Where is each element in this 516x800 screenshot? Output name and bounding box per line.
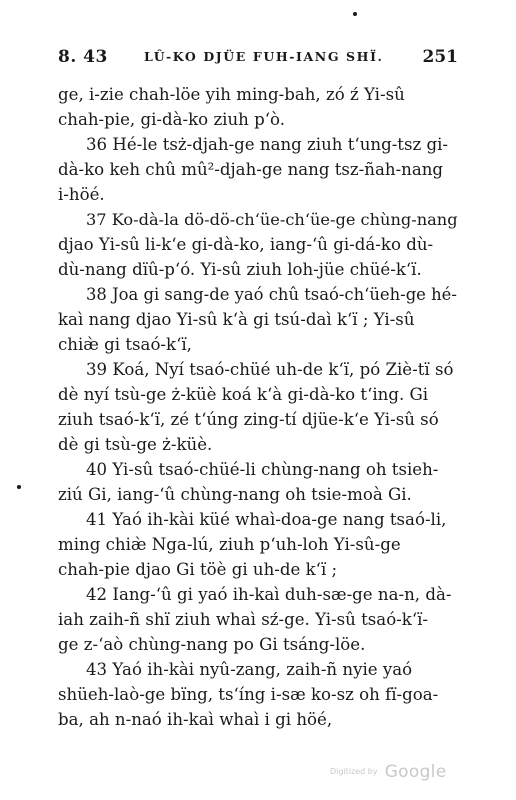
verse-line-start: 38 Joa gi sang-de yaó chû tsaó-ch‘üeh-ge hé- <box>86 285 457 304</box>
text-line: ba, ah n-naó ih-kaì whaì i gi höé, <box>58 710 333 729</box>
text-line: i-höé. <box>58 185 105 204</box>
verse-line-start: 41 Yaó ih-kài küé whaì-doa-ge nang tsaó-li, <box>86 510 447 529</box>
digitized-watermark <box>330 762 446 784</box>
chapter-verse-ref: 8. 43 <box>58 47 108 67</box>
text-line: shüeh-laò-ge bïng, ts‘íng i-sæ ko-sz oh fï-goa- <box>58 685 439 704</box>
running-title: LÛ-KO DJÜE FUH-IANG SHÏ. <box>144 49 384 64</box>
verse-line-start: 42 Iang-‘û gi yaó ih-kaì duh-sæ-ge na-n, dà- <box>86 585 452 604</box>
watermark-prefix: Digitized by <box>330 767 378 776</box>
ink-speck <box>17 485 21 489</box>
text-line: ming chiæ̀ Nga-lú, ziuh p‘uh-loh Yi-sû-ge <box>58 535 401 554</box>
text-line: ziú Gi, iang-‘û chùng-nang oh tsie-moà Gi. <box>58 485 412 504</box>
text-line: ge, i-zie chah-löe yih ming-bah, zó ź Yi-sû <box>58 85 405 104</box>
text-line: chah-pie, gi-dà-ko ziuh p‘ò. <box>58 110 286 129</box>
text-line: dè nyí tsù-ge ż-küè koá k‘à gi-dà-ko t‘ing. Gi <box>58 385 429 404</box>
verse-line-start: 43 Yaó ih-kài nyû-zang, zaih-ñ nyie yaó <box>86 660 413 679</box>
verse-line-start: 40 Yi-sû tsaó-chüé-li chùng-nang oh tsieh- <box>86 460 439 479</box>
verse-line-start: 36 Hé-le tsż-djah-ge nang ziuh t‘ung-tsz gi- <box>86 135 449 154</box>
text-line: dù-nang dïû-p‘ó. Yi-sû ziuh loh-jüe chüé-k‘ï. <box>58 260 422 279</box>
verse-line-start: 37 Ko-dà-la dö-dö-ch‘üe-ch‘üe-ge chùng-nang <box>86 210 458 229</box>
verse-line-start: 39 Koá, Nyí tsaó-chüé uh-de k‘ï, pó Ziè-tï só <box>86 360 454 379</box>
ink-speck <box>353 12 357 16</box>
text-line: djao Yi-sû li-k‘e gi-dà-ko, iang-‘û gi-dá-ko dù- <box>58 235 434 254</box>
text-line: chiæ̀ gi tsaó-k‘ï, <box>58 335 192 354</box>
text-line: chah-pie djao Gi töè gi uh-de k‘ï ; <box>58 560 338 579</box>
running-header <box>58 44 458 70</box>
text-line: ge z-‘aò chùng-nang po Gi tsáng-löe. <box>58 635 366 654</box>
page-number: 251 <box>422 47 458 67</box>
google-logo: Google <box>384 762 447 782</box>
text-line: dè gi tsù-ge ż-küè. <box>58 435 213 454</box>
body-text <box>58 82 460 732</box>
text-line: kaì nang djao Yi-sû k‘à gi tsú-daì k‘ï ; Yi-sû <box>58 310 415 329</box>
text-line: iah zaih-ñ shï ziuh whaì sź-ge. Yi-sû tsaó-k‘ï- <box>58 610 429 629</box>
text-line: ziuh tsaó-k‘ï, zé t‘úng zing-tí djüe-k‘e Yi-sû só <box>58 410 439 429</box>
text-line: dà-ko keh chû mû²-djah-ge nang tsz-ñah-nang <box>58 160 444 179</box>
